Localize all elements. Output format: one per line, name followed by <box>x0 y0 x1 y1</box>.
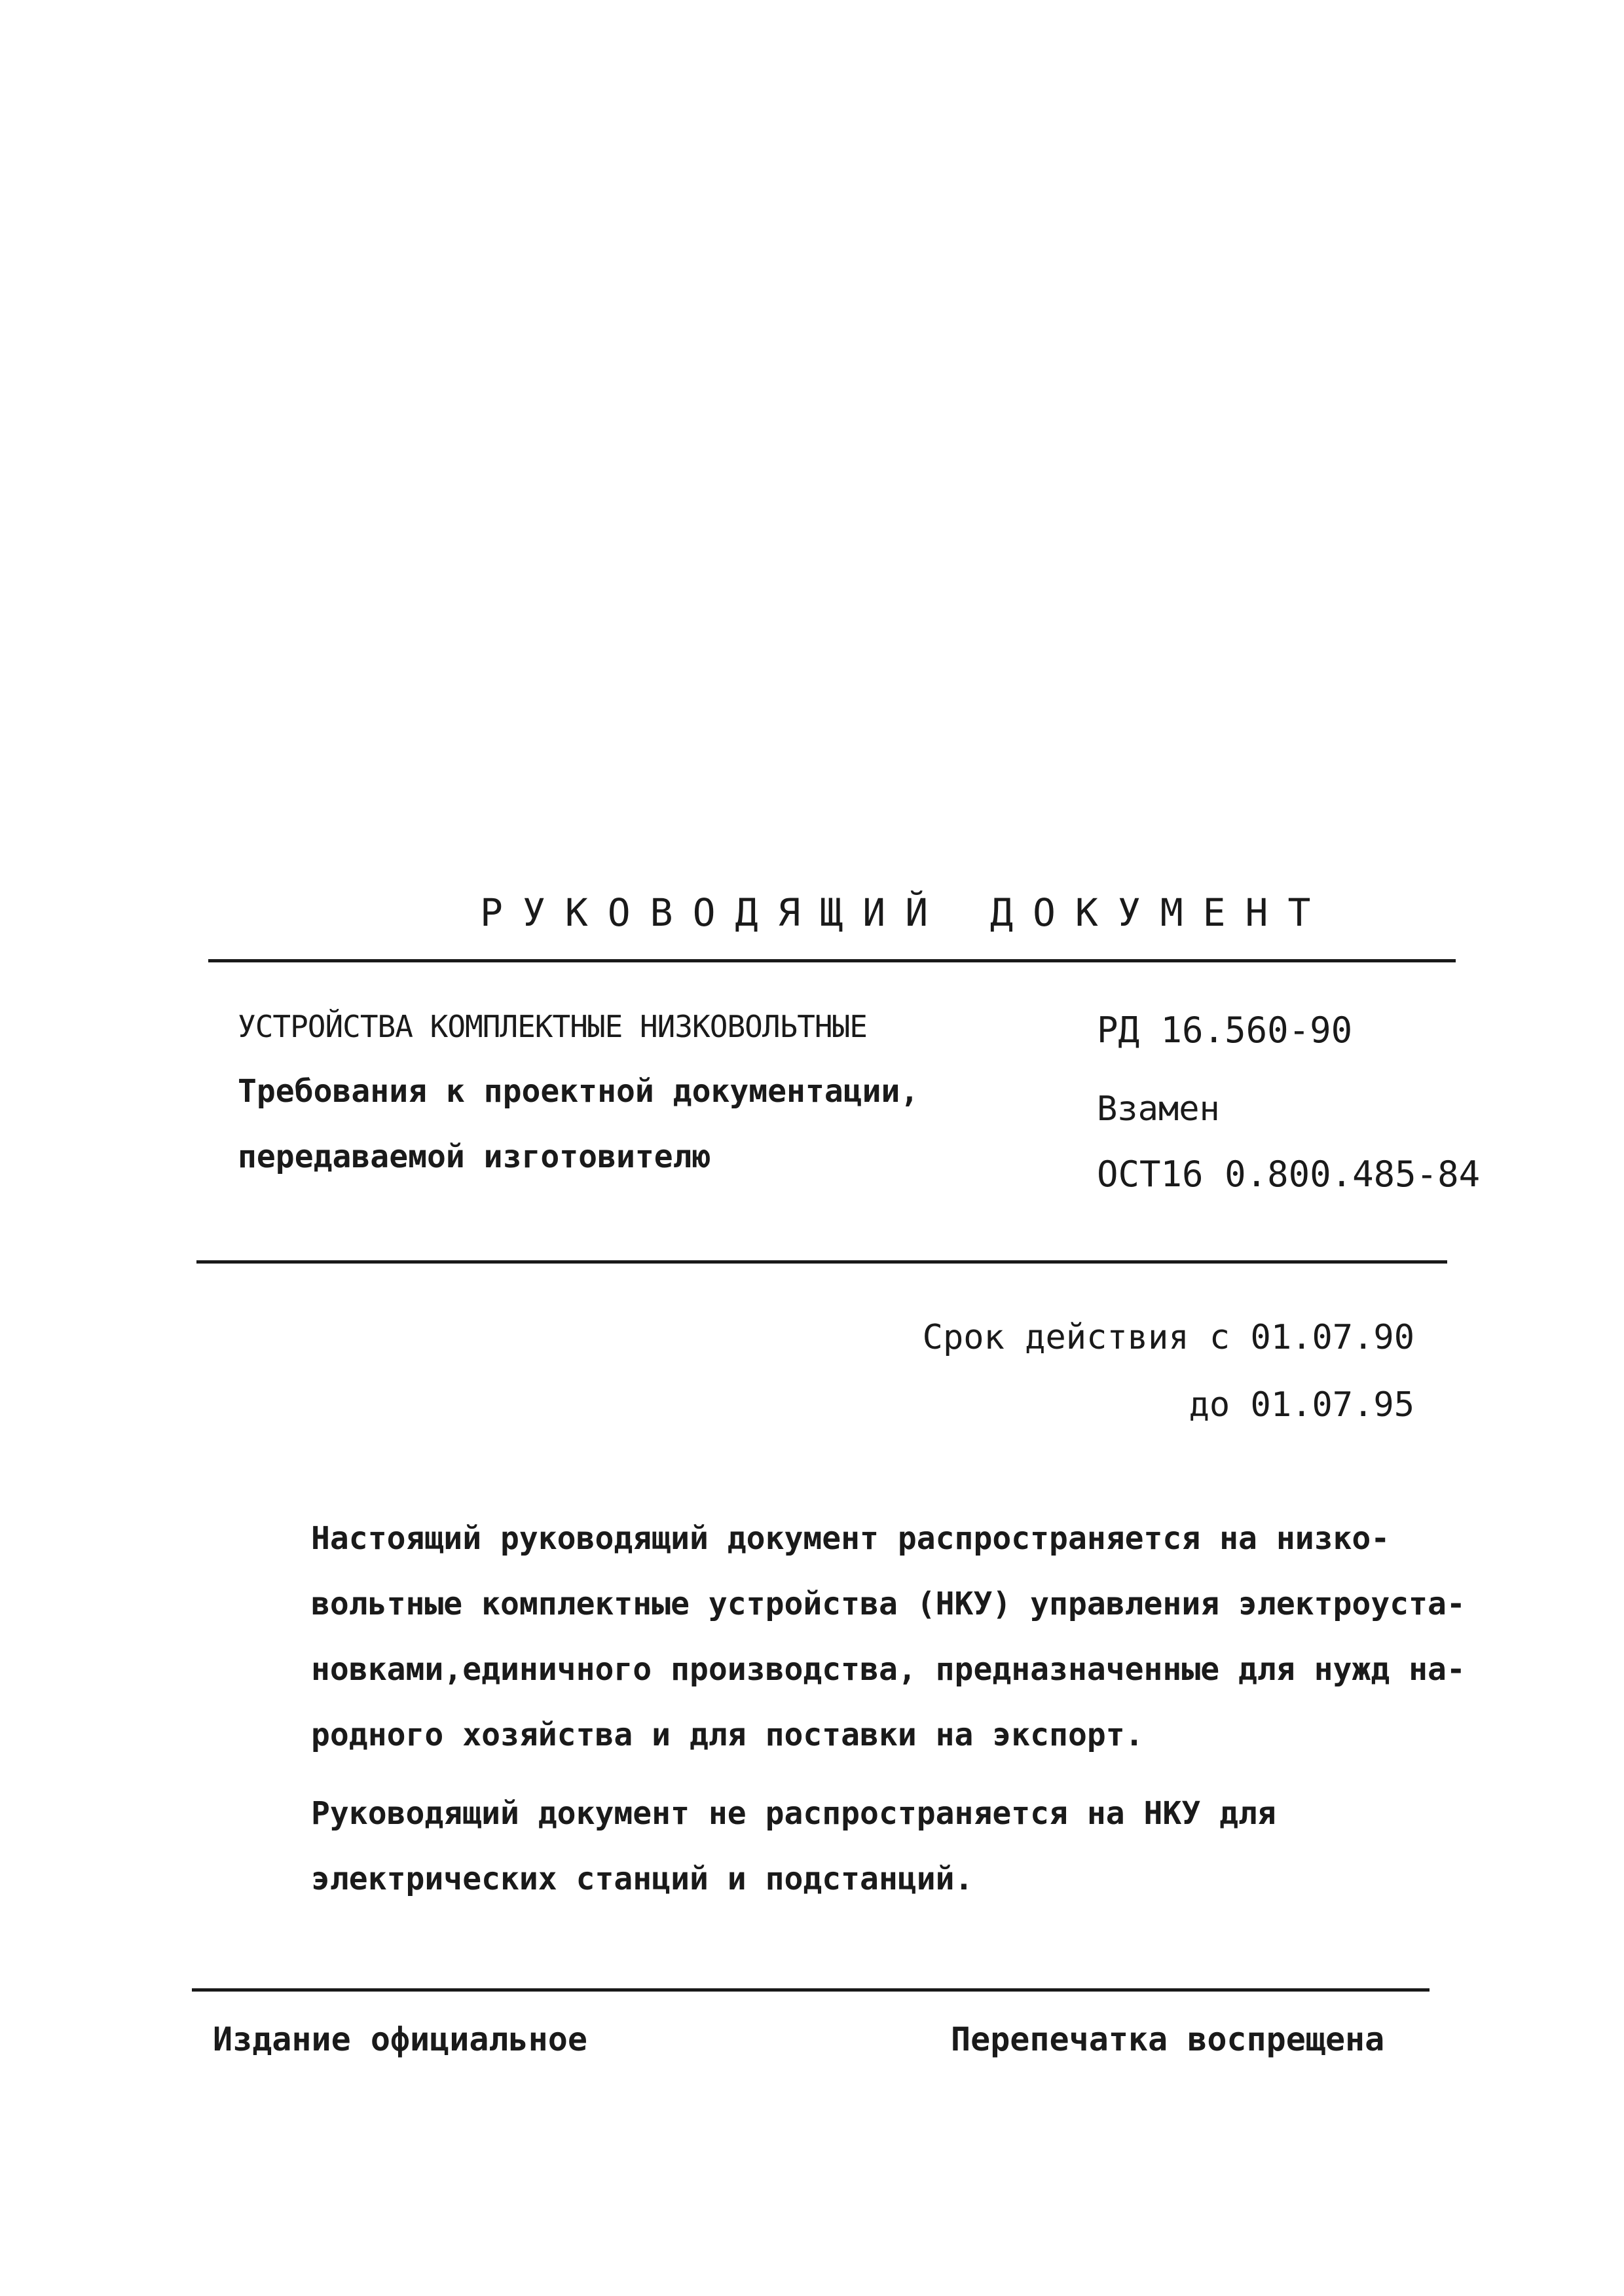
scope-line: родного хозяйства и для поставки на экспорт. <box>311 1717 1144 1753</box>
exclusion-line: электрических станций и подстанций. <box>311 1861 974 1897</box>
document-type-heading: РУКОВОДЯЩИЙ ДОКУМЕНТ <box>480 890 1331 935</box>
supersedes-label: Взамен <box>1097 1089 1220 1129</box>
scope-line: вольтные комплектные устройства (НКУ) управления электроуста- <box>311 1586 1466 1622</box>
exclusion-paragraph <box>196 1781 1460 1912</box>
footer-divider <box>192 1988 1430 1992</box>
document-subtitle-line-2: передаваемой изготовителю <box>238 1139 711 1175</box>
official-edition-note: Издание официальное <box>213 2020 587 2058</box>
reprint-prohibited-note: Перепечатка воспрещена <box>951 2020 1385 2058</box>
document-title: УСТРОЙСТВА КОМПЛЕКТНЫЕ НИЗКОВОЛЬТНЫЕ <box>238 1009 867 1044</box>
exclusion-line: Руководящий документ не распространяется на НКУ для <box>311 1795 1276 1832</box>
top-divider <box>208 959 1456 962</box>
validity-to: до 01.07.95 <box>1189 1385 1414 1425</box>
supersedes-value: ОСТ16 0.800.485-84 <box>1097 1154 1481 1195</box>
document-number: РД 16.560-90 <box>1097 1010 1353 1051</box>
document-subtitle-line-1: Требования к проектной документации, <box>238 1073 919 1110</box>
validity-from: Срок действия с 01.07.90 <box>922 1318 1414 1357</box>
middle-divider <box>196 1260 1447 1264</box>
scope-line: Настоящий руководящий документ распространяется на низко- <box>311 1520 1390 1557</box>
scope-paragraph <box>196 1506 1466 1768</box>
scope-line: новками,единичного производства, предназначенные для нужд на- <box>311 1651 1466 1688</box>
